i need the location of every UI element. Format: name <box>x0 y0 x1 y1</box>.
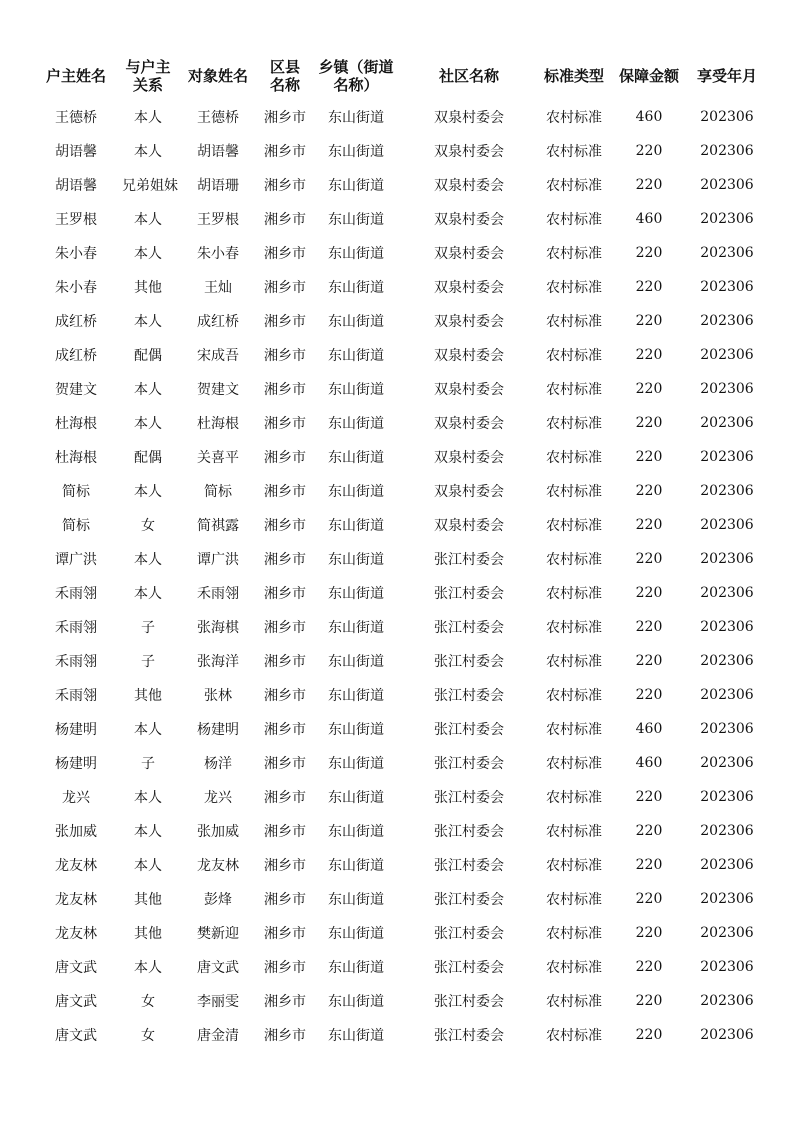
amount-cell: 220 <box>635 551 663 567</box>
town-cell: 东山街道 <box>328 722 384 738</box>
county-cell: 湘乡市 <box>264 824 306 840</box>
county-cell: 湘乡市 <box>264 450 306 466</box>
standard-type-cell: 农村标准 <box>546 178 602 194</box>
town-cell: 东山街道 <box>328 246 384 262</box>
amount-cell: 220 <box>635 517 663 533</box>
standard-type-cell: 农村标准 <box>546 790 602 806</box>
subject-name-cell: 胡语馨 <box>197 144 239 160</box>
standard-type-cell: 农村标准 <box>546 280 602 296</box>
period-cell: 202306 <box>700 653 754 669</box>
table-row <box>30 1018 770 1052</box>
town-cell: 东山街道 <box>328 212 384 228</box>
amount-cell: 220 <box>635 789 663 805</box>
table-row <box>30 406 770 440</box>
header-town-line-2: 名称） <box>333 76 379 94</box>
standard-type-cell: 农村标准 <box>546 994 602 1010</box>
town-cell: 东山街道 <box>328 416 384 432</box>
amount-cell: 460 <box>635 109 663 125</box>
subject-name-cell: 李丽雯 <box>197 994 239 1010</box>
householder-name-cell: 龙友林 <box>55 858 97 874</box>
community-cell: 张江村委会 <box>434 1028 504 1044</box>
town-cell: 东山街道 <box>328 1028 384 1044</box>
standard-type-cell: 农村标准 <box>546 552 602 568</box>
standard-type-cell: 农村标准 <box>546 722 602 738</box>
subject-name-cell: 唐金清 <box>197 1028 239 1044</box>
community-cell: 张江村委会 <box>434 858 504 874</box>
relation-cell: 其他 <box>134 280 162 296</box>
householder-name-cell: 禾雨翎 <box>55 654 97 670</box>
amount-cell: 220 <box>635 415 663 431</box>
period-cell: 202306 <box>700 109 754 125</box>
subject-name-cell: 张海棋 <box>197 620 239 636</box>
community-cell: 双泉村委会 <box>434 348 504 364</box>
subject-name-cell: 禾雨翎 <box>197 586 239 602</box>
standard-type-cell: 农村标准 <box>546 620 602 636</box>
relation-cell: 子 <box>141 620 155 636</box>
householder-name-cell: 杜海根 <box>55 450 97 466</box>
amount-cell: 220 <box>635 891 663 907</box>
householder-name-cell: 简标 <box>62 484 90 500</box>
period-cell: 202306 <box>700 857 754 873</box>
relation-cell: 本人 <box>134 790 162 806</box>
period-cell: 202306 <box>700 245 754 261</box>
table-row <box>30 882 770 916</box>
relation-cell: 本人 <box>134 552 162 568</box>
community-cell: 双泉村委会 <box>434 314 504 330</box>
subject-name-cell: 张林 <box>204 688 232 704</box>
relation-cell: 兄弟姐妹 <box>122 178 178 194</box>
county-cell: 湘乡市 <box>264 586 306 602</box>
standard-type-cell: 农村标准 <box>546 824 602 840</box>
header-support-amount: 保障金额 <box>618 67 679 85</box>
subject-name-cell: 龙兴 <box>204 790 232 806</box>
period-cell: 202306 <box>700 517 754 533</box>
table-row <box>30 814 770 848</box>
community-cell: 双泉村委会 <box>434 246 504 262</box>
standard-type-cell: 农村标准 <box>546 484 602 500</box>
householder-name-cell: 龙友林 <box>55 892 97 908</box>
householder-name-cell: 王罗根 <box>55 212 97 228</box>
period-cell: 202306 <box>700 347 754 363</box>
householder-name-cell: 王德桥 <box>55 110 97 126</box>
period-cell: 202306 <box>700 619 754 635</box>
amount-cell: 220 <box>635 619 663 635</box>
community-cell: 张江村委会 <box>434 960 504 976</box>
subject-name-cell: 王德桥 <box>197 110 239 126</box>
period-cell: 202306 <box>700 313 754 329</box>
header-benefit-period: 享受年月 <box>696 67 757 85</box>
community-cell: 张江村委会 <box>434 756 504 772</box>
subject-name-cell: 杜海根 <box>197 416 239 432</box>
householder-name-cell: 禾雨翎 <box>55 688 97 704</box>
community-cell: 双泉村委会 <box>434 484 504 500</box>
amount-cell: 220 <box>635 449 663 465</box>
householder-name-cell: 贺建文 <box>55 382 97 398</box>
relation-cell: 配偶 <box>134 450 162 466</box>
subject-name-cell: 张加威 <box>197 824 239 840</box>
standard-type-cell: 农村标准 <box>546 960 602 976</box>
householder-name-cell: 张加威 <box>55 824 97 840</box>
community-cell: 张江村委会 <box>434 790 504 806</box>
period-cell: 202306 <box>700 721 754 737</box>
amount-cell: 220 <box>635 925 663 941</box>
amount-cell: 220 <box>635 585 663 601</box>
relation-cell: 女 <box>141 994 155 1010</box>
community-cell: 双泉村委会 <box>434 178 504 194</box>
subject-name-cell: 王罗根 <box>197 212 239 228</box>
relation-cell: 女 <box>141 518 155 534</box>
period-cell: 202306 <box>700 755 754 771</box>
amount-cell: 220 <box>635 857 663 873</box>
householder-name-cell: 唐文武 <box>55 994 97 1010</box>
period-cell: 202306 <box>700 143 754 159</box>
period-cell: 202306 <box>700 483 754 499</box>
county-cell: 湘乡市 <box>264 246 306 262</box>
county-cell: 湘乡市 <box>264 280 306 296</box>
period-cell: 202306 <box>700 1027 754 1043</box>
county-cell: 湘乡市 <box>264 654 306 670</box>
amount-cell: 220 <box>635 381 663 397</box>
county-cell: 湘乡市 <box>264 552 306 568</box>
table-row <box>30 984 770 1018</box>
community-cell: 张江村委会 <box>434 926 504 942</box>
subject-name-cell: 唐文武 <box>197 960 239 976</box>
table-header <box>30 52 770 100</box>
subject-name-cell: 樊新迎 <box>197 926 239 942</box>
relation-cell: 配偶 <box>134 348 162 364</box>
period-cell: 202306 <box>700 891 754 907</box>
relation-cell: 本人 <box>134 484 162 500</box>
header-householder-name: 户主姓名 <box>45 67 106 85</box>
amount-cell: 220 <box>635 143 663 159</box>
relation-cell: 其他 <box>134 688 162 704</box>
county-cell: 湘乡市 <box>264 144 306 160</box>
community-cell: 双泉村委会 <box>434 212 504 228</box>
subject-name-cell: 宋成吾 <box>197 348 239 364</box>
standard-type-cell: 农村标准 <box>546 586 602 602</box>
county-cell: 湘乡市 <box>264 926 306 942</box>
householder-name-cell: 唐文武 <box>55 1028 97 1044</box>
community-cell: 双泉村委会 <box>434 450 504 466</box>
relation-cell: 本人 <box>134 858 162 874</box>
town-cell: 东山街道 <box>328 518 384 534</box>
community-cell: 张江村委会 <box>434 824 504 840</box>
period-cell: 202306 <box>700 925 754 941</box>
table-row <box>30 848 770 882</box>
amount-cell: 220 <box>635 993 663 1009</box>
amount-cell: 460 <box>635 721 663 737</box>
period-cell: 202306 <box>700 381 754 397</box>
amount-cell: 220 <box>635 245 663 261</box>
header-relation-to-householder <box>122 52 174 100</box>
table-row <box>30 746 770 780</box>
standard-type-cell: 农村标准 <box>546 858 602 874</box>
householder-name-cell: 龙兴 <box>62 790 90 806</box>
period-cell: 202306 <box>700 551 754 567</box>
amount-cell: 220 <box>635 483 663 499</box>
amount-cell: 220 <box>635 823 663 839</box>
town-cell: 东山街道 <box>328 824 384 840</box>
table-row <box>30 576 770 610</box>
community-cell: 双泉村委会 <box>434 110 504 126</box>
county-cell: 湘乡市 <box>264 790 306 806</box>
county-cell: 湘乡市 <box>264 110 306 126</box>
table-row <box>30 236 770 270</box>
table-row <box>30 372 770 406</box>
standard-type-cell: 农村标准 <box>546 450 602 466</box>
householder-name-cell: 龙友林 <box>55 926 97 942</box>
subject-name-cell: 张海洋 <box>197 654 239 670</box>
relation-cell: 本人 <box>134 416 162 432</box>
relation-cell: 本人 <box>134 586 162 602</box>
subject-name-cell: 贺建文 <box>197 382 239 398</box>
town-cell: 东山街道 <box>328 756 384 772</box>
town-cell: 东山街道 <box>328 892 384 908</box>
period-cell: 202306 <box>700 993 754 1009</box>
subject-name-cell: 彭烽 <box>204 892 232 908</box>
householder-name-cell: 朱小春 <box>55 280 97 296</box>
table-row <box>30 780 770 814</box>
period-cell: 202306 <box>700 279 754 295</box>
relation-cell: 本人 <box>134 144 162 160</box>
community-cell: 双泉村委会 <box>434 280 504 296</box>
period-cell: 202306 <box>700 687 754 703</box>
header-relation-line-2: 关系 <box>132 76 163 94</box>
community-cell: 张江村委会 <box>434 892 504 908</box>
community-cell: 张江村委会 <box>434 586 504 602</box>
subject-name-cell: 胡语珊 <box>197 178 239 194</box>
county-cell: 湘乡市 <box>264 756 306 772</box>
community-cell: 张江村委会 <box>434 654 504 670</box>
community-cell: 张江村委会 <box>434 722 504 738</box>
town-cell: 东山街道 <box>328 688 384 704</box>
householder-name-cell: 成红桥 <box>55 348 97 364</box>
standard-type-cell: 农村标准 <box>546 1028 602 1044</box>
community-cell: 张江村委会 <box>434 620 504 636</box>
header-row <box>30 52 770 100</box>
amount-cell: 220 <box>635 687 663 703</box>
amount-cell: 460 <box>635 211 663 227</box>
subject-name-cell: 杨建明 <box>197 722 239 738</box>
standard-type-cell: 农村标准 <box>546 110 602 126</box>
header-town-line-1: 乡镇（街道 <box>318 58 394 76</box>
standard-type-cell: 农村标准 <box>546 314 602 330</box>
town-cell: 东山街道 <box>328 926 384 942</box>
town-cell: 东山街道 <box>328 280 384 296</box>
relation-cell: 本人 <box>134 722 162 738</box>
subject-name-cell: 龙友林 <box>197 858 239 874</box>
amount-cell: 220 <box>635 1027 663 1043</box>
relation-cell: 子 <box>141 654 155 670</box>
header-standard-type: 标准类型 <box>543 67 604 85</box>
relation-cell: 本人 <box>134 314 162 330</box>
period-cell: 202306 <box>700 415 754 431</box>
town-cell: 东山街道 <box>328 994 384 1010</box>
relation-cell: 本人 <box>134 960 162 976</box>
table-row <box>30 100 770 134</box>
town-cell: 东山街道 <box>328 484 384 500</box>
header-town-name <box>308 52 404 100</box>
county-cell: 湘乡市 <box>264 994 306 1010</box>
county-cell: 湘乡市 <box>264 722 306 738</box>
relation-cell: 女 <box>141 1028 155 1044</box>
community-cell: 双泉村委会 <box>434 382 504 398</box>
householder-name-cell: 成红桥 <box>55 314 97 330</box>
period-cell: 202306 <box>700 211 754 227</box>
header-county-line-1: 区县 <box>269 58 300 76</box>
county-cell: 湘乡市 <box>264 518 306 534</box>
table-row <box>30 508 770 542</box>
community-cell: 张江村委会 <box>434 994 504 1010</box>
community-cell: 双泉村委会 <box>434 518 504 534</box>
relation-cell: 其他 <box>134 892 162 908</box>
town-cell: 东山街道 <box>328 620 384 636</box>
standard-type-cell: 农村标准 <box>546 348 602 364</box>
header-county-line-2: 名称 <box>269 76 300 94</box>
householder-name-cell: 杜海根 <box>55 416 97 432</box>
relation-cell: 本人 <box>134 110 162 126</box>
community-cell: 张江村委会 <box>434 552 504 568</box>
subject-name-cell: 谭广洪 <box>197 552 239 568</box>
county-cell: 湘乡市 <box>264 484 306 500</box>
householder-name-cell: 胡语馨 <box>55 178 97 194</box>
table-row <box>30 338 770 372</box>
period-cell: 202306 <box>700 449 754 465</box>
county-cell: 湘乡市 <box>264 892 306 908</box>
town-cell: 东山街道 <box>328 450 384 466</box>
county-cell: 湘乡市 <box>264 314 306 330</box>
county-cell: 湘乡市 <box>264 1028 306 1044</box>
county-cell: 湘乡市 <box>264 382 306 398</box>
county-cell: 湘乡市 <box>264 620 306 636</box>
period-cell: 202306 <box>700 823 754 839</box>
amount-cell: 460 <box>635 755 663 771</box>
relation-cell: 子 <box>141 756 155 772</box>
town-cell: 东山街道 <box>328 586 384 602</box>
county-cell: 湘乡市 <box>264 178 306 194</box>
amount-cell: 220 <box>635 347 663 363</box>
table-row <box>30 916 770 950</box>
community-cell: 张江村委会 <box>434 688 504 704</box>
town-cell: 东山街道 <box>328 790 384 806</box>
subject-name-cell: 王灿 <box>204 280 232 296</box>
county-cell: 湘乡市 <box>264 688 306 704</box>
relation-cell: 本人 <box>134 212 162 228</box>
table-row <box>30 134 770 168</box>
table-row <box>30 542 770 576</box>
town-cell: 东山街道 <box>328 382 384 398</box>
county-cell: 湘乡市 <box>264 348 306 364</box>
table-row <box>30 202 770 236</box>
amount-cell: 220 <box>635 279 663 295</box>
relation-cell: 本人 <box>134 246 162 262</box>
county-cell: 湘乡市 <box>264 858 306 874</box>
householder-name-cell: 谭广洪 <box>55 552 97 568</box>
table-row <box>30 440 770 474</box>
standard-type-cell: 农村标准 <box>546 382 602 398</box>
period-cell: 202306 <box>700 585 754 601</box>
town-cell: 东山街道 <box>328 654 384 670</box>
amount-cell: 220 <box>635 653 663 669</box>
table-body <box>30 100 770 1052</box>
standard-type-cell: 农村标准 <box>546 246 602 262</box>
town-cell: 东山街道 <box>328 552 384 568</box>
subject-name-cell: 关喜平 <box>197 450 239 466</box>
period-cell: 202306 <box>700 177 754 193</box>
table-row <box>30 304 770 338</box>
standard-type-cell: 农村标准 <box>546 892 602 908</box>
householder-name-cell: 杨建明 <box>55 722 97 738</box>
amount-cell: 220 <box>635 177 663 193</box>
standard-type-cell: 农村标准 <box>546 688 602 704</box>
relation-cell: 本人 <box>134 382 162 398</box>
householder-name-cell: 胡语馨 <box>55 144 97 160</box>
householder-name-cell: 朱小春 <box>55 246 97 262</box>
table-row <box>30 270 770 304</box>
amount-cell: 220 <box>635 959 663 975</box>
table-row <box>30 678 770 712</box>
header-community-name: 社区名称 <box>438 67 499 85</box>
county-cell: 湘乡市 <box>264 212 306 228</box>
town-cell: 东山街道 <box>328 110 384 126</box>
subject-name-cell: 简标 <box>204 484 232 500</box>
header-subject-name: 对象姓名 <box>187 67 248 85</box>
householder-name-cell: 简标 <box>62 518 90 534</box>
standard-type-cell: 农村标准 <box>546 144 602 160</box>
table-row <box>30 474 770 508</box>
relation-cell: 本人 <box>134 824 162 840</box>
header-relation-line-1: 与户主 <box>125 58 171 76</box>
amount-cell: 220 <box>635 313 663 329</box>
town-cell: 东山街道 <box>328 960 384 976</box>
community-cell: 双泉村委会 <box>434 144 504 160</box>
county-cell: 湘乡市 <box>264 416 306 432</box>
householder-name-cell: 唐文武 <box>55 960 97 976</box>
standard-type-cell: 农村标准 <box>546 756 602 772</box>
town-cell: 东山街道 <box>328 858 384 874</box>
county-cell: 湘乡市 <box>264 960 306 976</box>
subject-name-cell: 杨洋 <box>204 756 232 772</box>
header-county-name <box>262 52 308 100</box>
town-cell: 东山街道 <box>328 178 384 194</box>
subject-name-cell: 简祺露 <box>197 518 239 534</box>
table-row <box>30 950 770 984</box>
householder-name-cell: 杨建明 <box>55 756 97 772</box>
standard-type-cell: 农村标准 <box>546 518 602 534</box>
community-cell: 双泉村委会 <box>434 416 504 432</box>
town-cell: 东山街道 <box>328 348 384 364</box>
standard-type-cell: 农村标准 <box>546 926 602 942</box>
standard-type-cell: 农村标准 <box>546 654 602 670</box>
householder-name-cell: 禾雨翎 <box>55 620 97 636</box>
period-cell: 202306 <box>700 959 754 975</box>
table-row <box>30 644 770 678</box>
town-cell: 东山街道 <box>328 314 384 330</box>
assistance-roster-table <box>30 52 770 1052</box>
subject-name-cell: 成红桥 <box>197 314 239 330</box>
subject-name-cell: 朱小春 <box>197 246 239 262</box>
standard-type-cell: 农村标准 <box>546 212 602 228</box>
table-row <box>30 712 770 746</box>
table-row <box>30 610 770 644</box>
householder-name-cell: 禾雨翎 <box>55 586 97 602</box>
relation-cell: 其他 <box>134 926 162 942</box>
standard-type-cell: 农村标准 <box>546 416 602 432</box>
table-row <box>30 168 770 202</box>
period-cell: 202306 <box>700 789 754 805</box>
town-cell: 东山街道 <box>328 144 384 160</box>
